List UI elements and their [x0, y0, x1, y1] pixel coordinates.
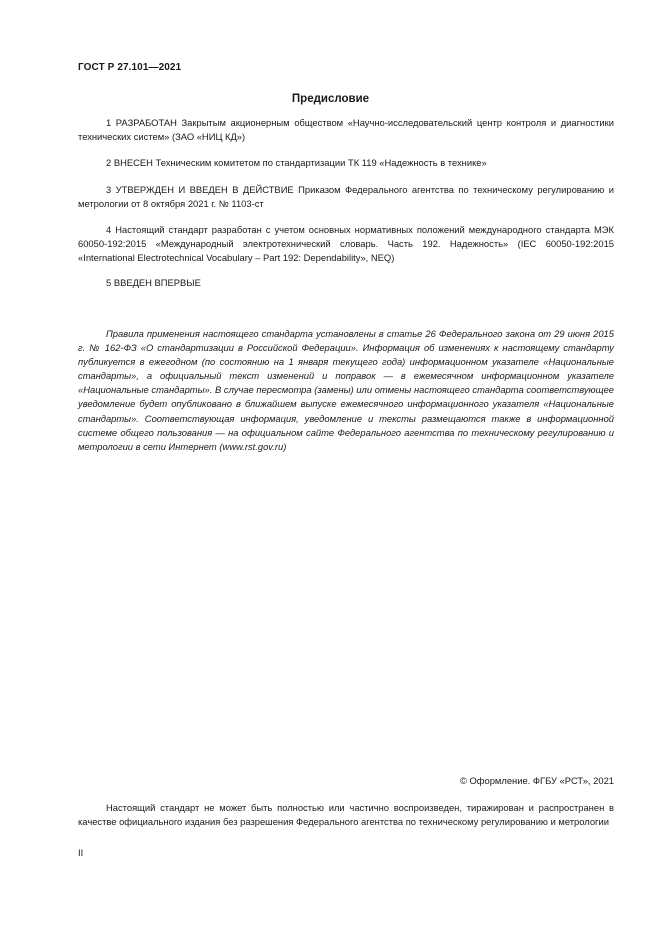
- paragraph-developed-by: 1 РАЗРАБОТАН Закрытым акционерным обществом «Научно-исследовательский центр контроля и диагностики технических систем» (ЗАО «НИЦ КД»): [78, 117, 614, 142]
- page-number: II: [78, 847, 84, 858]
- application-rules-notice: Правила применения настоящего стандарта установлены в статье 26 Федерального закона от 29 июня 2015 г. № 162-ФЗ «О стандартизации в Российской Федерации». Информация об изменениях к настоящему стандарту публикуется в ежегодном (по состоянию на 1 января текущего года) информационном указателе «Национальные стандарты», а официальный текст изменений и поправок — в ежемесячном информационном указателе «Национальные стандарты». В случае пересмотра (замены) или отмены настоящего стандарта соответствующее уведомление будет опубликовано в ближайшем выпуске ежемесячного информационного указателя «Национальные стандарты». Соответствующая информация, уведомление и тексты размещаются также в информационной системе общего пользования — на официальном сайте Федерального агентства по техническому регулированию и метрологии в сети Интернет (www.rst.gov.ru): [78, 328, 614, 452]
- section-title: Предисловие: [291, 93, 370, 105]
- paragraph-first-introduced: 5 ВВЕДЕН ВПЕРВЫЕ: [106, 277, 201, 288]
- copyright-line: © Оформление. ФГБУ «РСТ», 2021: [459, 775, 614, 786]
- document-code: ГОСТ Р 27.101—2021: [78, 62, 182, 73]
- paragraph-introduced-by: 2 ВНЕСЕН Техническим комитетом по стандартизации ТК 119 «Надежность в технике»: [106, 157, 487, 168]
- paragraph-approved: 3 УТВЕРЖДЕН И ВВЕДЕН В ДЕЙСТВИЕ Приказом Федерального агентства по техническому регулированию и метрологии от 8 октября 2021 г. № 1103-ст: [78, 184, 614, 209]
- reproduction-notice: Настоящий стандарт не может быть полностью или частично воспроизведен, тиражирован и распространен в качестве официального издания без разрешения Федерального агентства по техническому регулированию и метрологии: [78, 802, 614, 827]
- paragraph-international-basis: 4 Настоящий стандарт разработан с учетом основных нормативных положений международного стандарта МЭК 60050-192:2015 «Международный электротехнический словарь. Часть 192. Надежность» (IEC 60050-192:2015 «International Electrotechnical Vocabulary – Part 192: Dependability», NEQ): [78, 224, 614, 263]
